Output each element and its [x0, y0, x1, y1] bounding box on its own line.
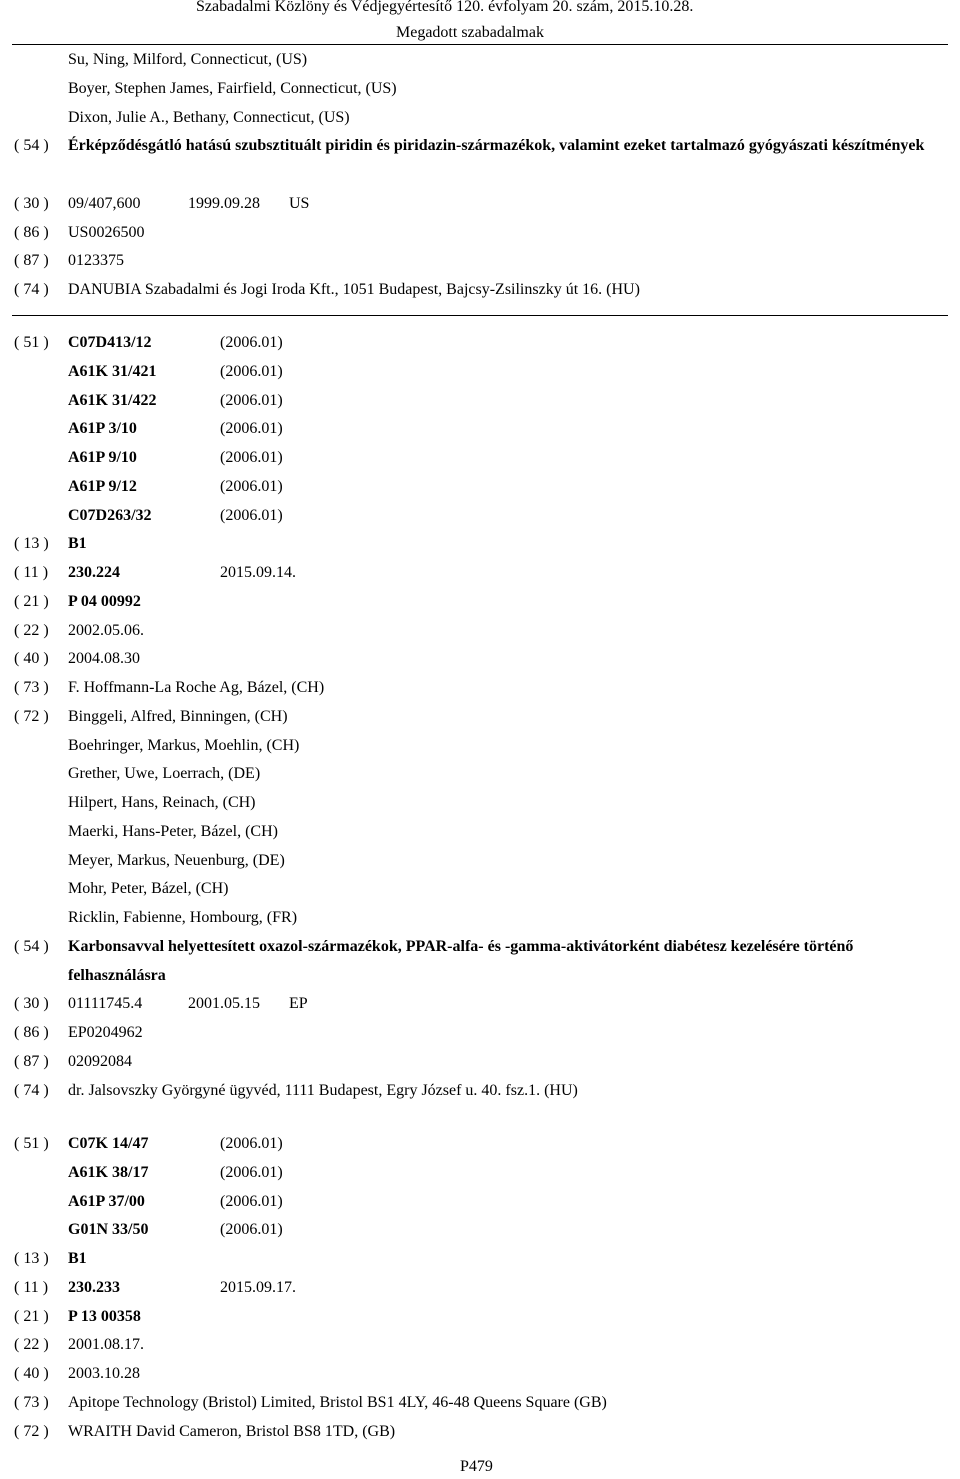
filing-date-field: ( 22 ) 2002.05.06. [14, 621, 144, 639]
patent-number-field: ( 11 ) 230.233 2015.09.17. [14, 1278, 296, 1296]
kind-code-field: ( 13 ) B1 [14, 535, 87, 553]
patent-title: Érképződésgátló hatású szubsztituált piridin és piridazin-származékok, valamint ezeket tartalmazó gyógyászati készítmények [68, 137, 925, 155]
classification-row: A61P 9/12 (2006.01) [68, 477, 283, 495]
classification-row: A61P 3/10 (2006.01) [68, 420, 283, 438]
classification-row: G01N 33/50 (2006.01) [68, 1221, 283, 1239]
inventor-line: Ricklin, Fabienne, Hombourg, (FR) [68, 909, 298, 926]
inventor-line: Boyer, Stephen James, Fairfield, Connecticut, (US) [68, 79, 397, 97]
inventor-line: Mohr, Peter, Bázel, (CH) [68, 880, 229, 898]
application-number-field: ( 21 ) P 13 00358 [14, 1307, 141, 1325]
application-number-field: ( 21 ) P 04 00992 [14, 592, 141, 610]
inventor-line: Maerki, Hans-Peter, Bázel, (CH) [68, 822, 278, 840]
title-field: ( 54 ) Karbonsavval helyettesített oxazol-származékok, PPAR-alfa- és -gamma-aktivátorként diabétesz kezelésére történő felhasználásra [0, 933, 960, 991]
inventor-line: Hilpert, Hans, Reinach, (CH) [68, 794, 256, 811]
classification-row: A61P 37/00 (2006.01) [68, 1192, 283, 1210]
patent-entry-continued [0, 46, 960, 305]
inventor-line: Boehringer, Markus, Moehlin, (CH) [68, 736, 300, 754]
inventor-line: ( 72 ) Binggeli, Alfred, Binningen, (CH) [14, 707, 288, 725]
section-title: Megadott szabadalmak [396, 24, 544, 41]
priority-field: ( 30 ) 09/407,600 1999.09.28 US [14, 194, 310, 212]
inventor-line: Dixon, Julie A., Bethany, Connecticut, (US) [68, 108, 350, 126]
owner-field: ( 73 ) F. Hoffmann-La Roche Ag, Bázel, (CH) [14, 679, 325, 696]
agent-field: ( 74 ) DANUBIA Szabadalmi és Jogi Iroda Kft., 1051 Budapest, Bajcsy-Zsilinszky út 16. (HU) [14, 281, 640, 298]
inventor-line: ( 72 ) WRAITH David Cameron, Bristol BS8 1TD, (GB) [14, 1422, 396, 1440]
pct-application-field: ( 86 ) EP0204962 [14, 1024, 143, 1041]
publication-date-field: ( 40 ) 2004.08.30 [14, 650, 140, 668]
classification-row: A61P 9/10 (2006.01) [68, 449, 283, 466]
classification-row: A61K 31/421 (2006.01) [68, 362, 283, 380]
classification-row: C07D263/32 (2006.01) [68, 506, 283, 524]
owner-field: ( 73 ) Apitope Technology (Bristol) Limited, Bristol BS1 4LY, 46-48 Queens Square (GB) [14, 1393, 607, 1411]
priority-field: ( 30 ) 01111745.4 2001.05.15 EP [14, 995, 308, 1013]
journal-title: Szabadalmi Közlöny és Védjegyértesítő 120. évfolyam 20. szám, 2015.10.28. [196, 0, 694, 15]
inventor-line: Meyer, Markus, Neuenburg, (DE) [68, 851, 285, 869]
agent-field: ( 74 ) dr. Jalsovszky Györgyné ügyvéd, 1111 Budapest, Egry József u. 40. fsz.1. (HU) [14, 1081, 578, 1099]
entry-separator [12, 315, 948, 316]
publication-date-field: ( 40 ) 2003.10.28 [14, 1365, 140, 1382]
patent-number-field: ( 11 ) 230.224 2015.09.14. [14, 564, 296, 581]
inventor-line: Grether, Uwe, Loerrach, (DE) [68, 765, 261, 783]
patent-entry [0, 1130, 960, 1446]
patent-entry [0, 329, 960, 1105]
filing-date-field: ( 22 ) 2001.08.17. [14, 1336, 144, 1354]
pct-publication-field: ( 87 ) 02092084 [14, 1052, 132, 1070]
classification-row: A61K 31/422 (2006.01) [68, 391, 283, 409]
title-field: ( 54 ) Érképződésgátló hatású szubsztituált piridin és piridazin-származékok, valamint ezeket tartalmazó gyógyászati készítmények [0, 132, 960, 190]
classification-row: ( 51 ) C07D413/12 (2006.01) [14, 334, 283, 351]
patent-title: Karbonsavval helyettesített oxazol-származékok, PPAR-alfa- és -gamma-aktivátorként diabétesz kezelésére történő felhasználásra [68, 937, 854, 984]
pct-publication-field: ( 87 ) 0123375 [14, 252, 124, 270]
classification-row: ( 51 ) C07K 14/47 (2006.01) [14, 1135, 283, 1152]
page-number: P479 [460, 1458, 493, 1475]
classification-row: A61K 38/17 (2006.01) [68, 1163, 283, 1181]
pct-application-field: ( 86 ) US0026500 [14, 223, 145, 241]
inventor-line: Su, Ning, Milford, Connecticut, (US) [68, 51, 308, 68]
kind-code-field: ( 13 ) B1 [14, 1250, 87, 1267]
header-rule [12, 44, 948, 45]
